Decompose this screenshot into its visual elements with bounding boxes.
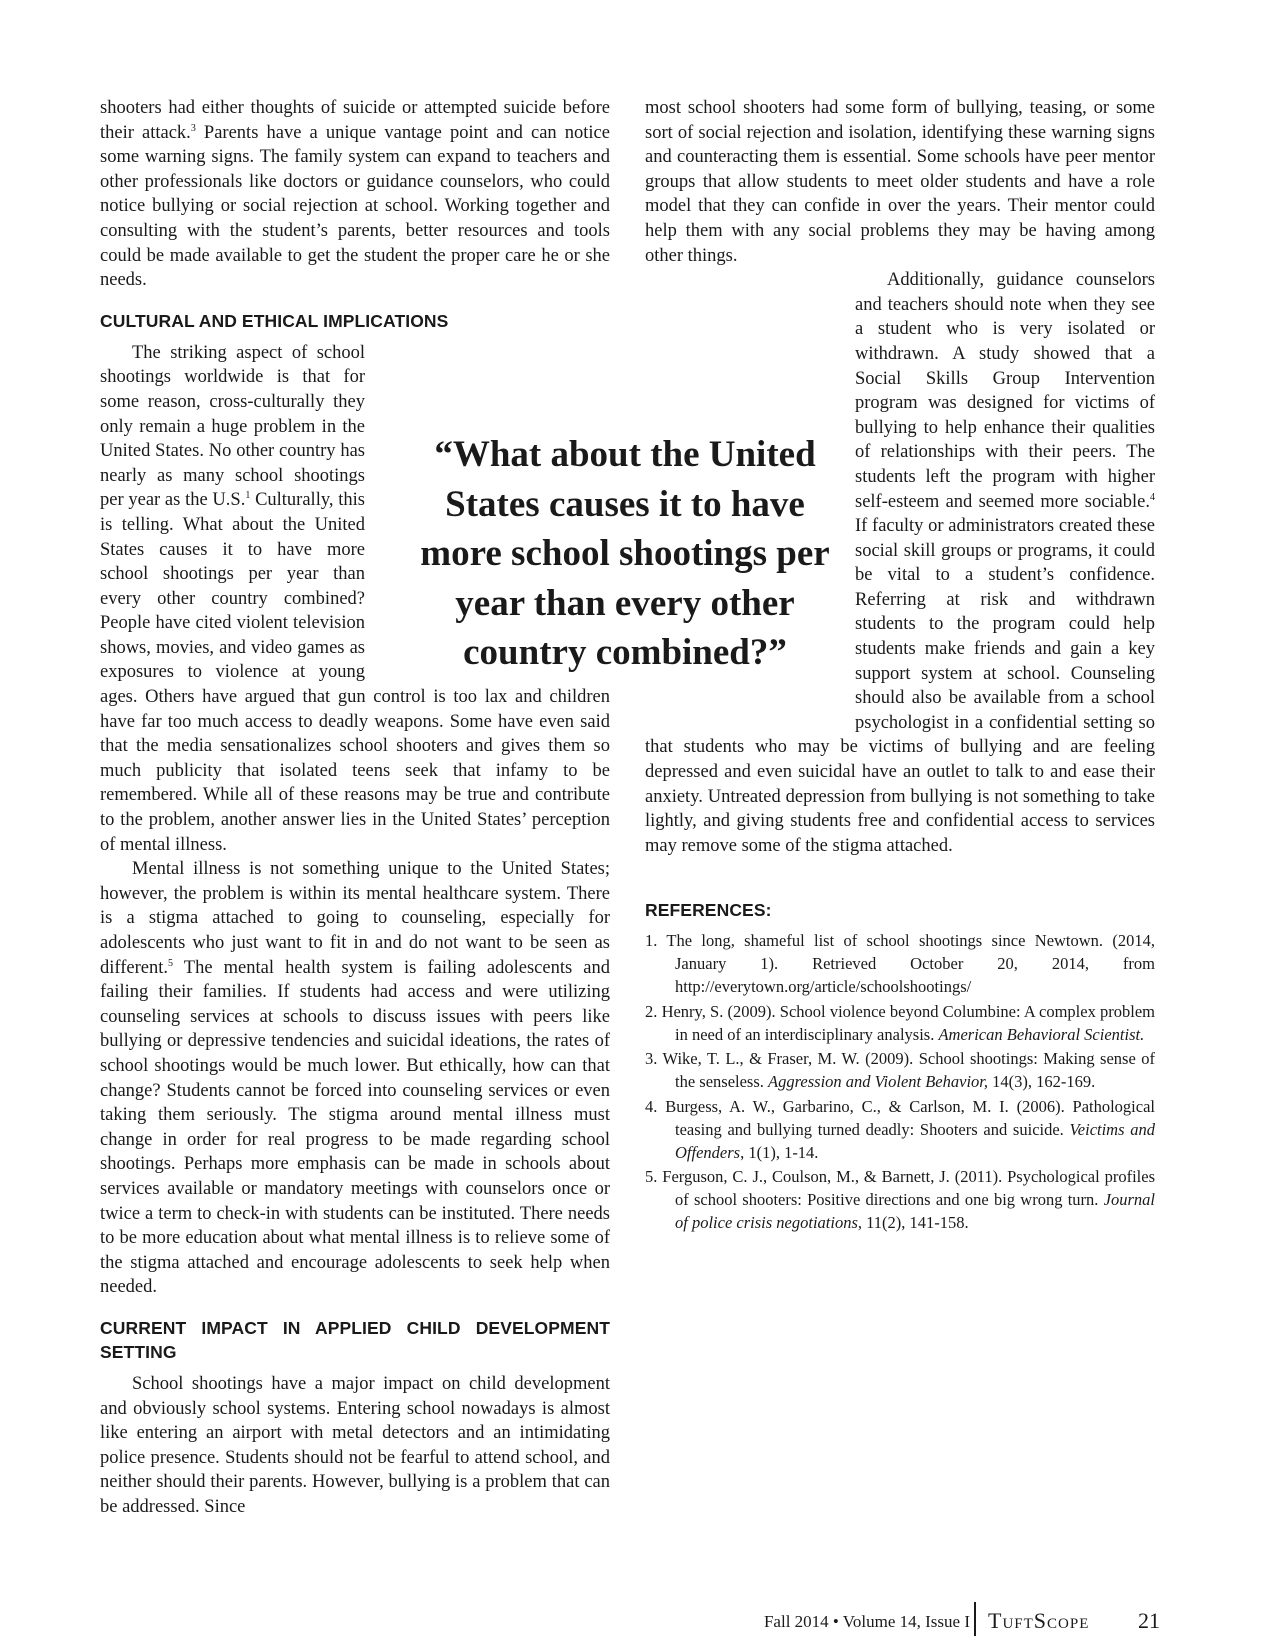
paragraph: The striking aspect of school shootings worldwide is that for some reason, cross-culturally they only remain a huge problem in the United States. No other country has nearly as many school shootings per year as the U.S.$^1$ Culturally, this is telling. What about the United States causes it to have more school shootings per year than every other country combined? People have cited violent television shows, movies, and video games as exposures to violence at young ages. Others have argued that gun control is too lax and children have far too much access to deadly weapons. Some have even said that the media sensationalizes school shooters and gives them so much publicity that isolated teens seek that infamy to be remembered. While all of these reasons may be true and contribute to the problem, another answer lies in the United States’ perception of mental illness. <box>100 342 610 855</box>
reference-number: 1. <box>645 931 667 951</box>
reference-item <box>645 1166 1155 1234</box>
page-number: 21 <box>1138 1608 1160 1633</box>
reference-item <box>645 1096 1155 1164</box>
paragraph: Additionally, guidance counselors and teachers should note when they see a student who is very isolated or withdrawn. A study showed that a Social Skills Group Intervention program was designed for victims of bullying to help enhance their qualities of relationships with their peers. The students left the program with higher self-esteem and seemed more sociable.$^4$ If faculty or administrators created these social skill groups or programs, it could be vital to a student’s confidence. Referring at risk and withdrawn students to the program could help students make friends and gain a key support system at school. Counseling should also be available from a school psychologist in a confidential setting so that students who may be victims of bullying and are feeling depressed and even suicidal have an outlet to talk to and ease their anxiety. Untreated depression from bullying is not something to take lightly, and giving students free and confidential access to services may remove some of the stigma attached. <box>645 270 1155 856</box>
reference-source: Aggression and Violent Behavior, <box>768 1072 989 1092</box>
reference-tail: , 11(2), 141-158. <box>857 1212 969 1232</box>
reference-number: 3. <box>645 1049 663 1069</box>
reference-source: American Behavioral Scientist. <box>938 1024 1145 1044</box>
references-heading: REFERENCES: <box>645 900 772 921</box>
paragraph: Mental illness is not something unique to the United States; however, the problem is within its mental healthcare system. There is a stigma attached to going to counseling, especially for adolescents who just want to fit in and do not want to be seen as different.$^5$ The mental health system is failing adolescents and failing their families. If students had access and were utilizing counseling services at schools to discuss issues with peers like bullying or depressive tendencies and suicidal ideations, the rates of school shootings would be much lower. But ethically, how can that change? Students cannot be forced into counseling services or even taking them seriously. The stigma around mental illness must change in order for real progress to be made regarding school shootings. Perhaps more emphasis can be made in schools about services available or mandatory meetings with counselors once or twice a term to check-in with students can be instituted. There needs to be more education about what mental illness is to relieve some of the stigma attached and encourage adolescents to seek help when needed. <box>100 859 610 1298</box>
reference-source: Journal of police crisis negotiations <box>675 1190 1155 1232</box>
reference-item <box>645 1048 1155 1094</box>
paragraph: shooters had either thoughts of suicide or attempted suicide before their attack.$^3$ Parents have a unique vantage point and can notice some warning signs. The family system can expand to teachers and other professionals like doctors or guidance counselors, who could notice bullying or social rejection at school. Working together and consulting with the student’s parents, better resources and tools could be made available to get the student the proper care he or she needs. <box>100 98 610 291</box>
reference-number: 2. <box>645 1001 662 1021</box>
left-column <box>100 96 610 1519</box>
reference-text: Wike, T. L., & Fraser, M. W. (2009). School shootings: Making sense of the senseless. <box>662 1049 1155 1092</box>
references-list <box>645 930 1155 1234</box>
journal-name: TuftScope <box>988 1608 1090 1633</box>
paragraph: most school shooters had some form of bullying, teasing, or some sort of social rejection and isolation, identifying these warning signs and counteracting them is essential. Some schools have peer mentor groups that allow students to meet older students and have a role model that they can confide in over the years. Their mentor could help them with any social problems they may be having among other things. <box>645 98 1155 266</box>
reference-item <box>645 1001 1155 1047</box>
reference-text: Ferguson, C. J., Coulson, M., & Barnett, J. (2011). Psychological profiles of school shooters: Positive directions and one big wrong turn. <box>662 1167 1155 1210</box>
reference-text: Henry, S. (2009). School violence beyond Columbine: A complex problem in need of an interdisciplinary analysis. <box>661 1001 1156 1044</box>
section-heading: CULTURAL AND ETHICAL IMPLICATIONS <box>100 310 449 331</box>
pull-quote: “What about the United States causes it to have more school shootings per year than every other country combined?” <box>420 434 830 673</box>
reference-text: The long, shameful list of school shootings since Newtown. (2014, January 1). Retrieved October 20, 2014, from http://everytown.org/article/schoolshootings/ <box>666 931 1155 996</box>
reference-tail: , 1(1), 1-14. <box>740 1142 819 1162</box>
reference-tail: 14(3), 162-169. <box>988 1072 1096 1092</box>
paragraph: School shootings have a major impact on child development and obviously school systems. Entering school nowadays is almost like entering an airport with metal detectors and an intimidating police presence. Students should not be fearful to attend school, and neither should their parents. However, bullying is a problem that can be addressed. Since <box>100 1373 610 1517</box>
reference-item <box>645 930 1155 998</box>
reference-source: Veictims and Offenders <box>675 1119 1155 1162</box>
reference-text: Burgess, A. W., Garbarino, C., & Carlson, M. I. (2006). Pathological teasing and bullying turned deadly: Shooters and suicide. <box>665 1096 1156 1139</box>
reference-number: 5. <box>645 1167 663 1187</box>
reference-number: 4. <box>645 1096 666 1116</box>
section-heading: CURRENT IMPACT IN APPLIED CHILD DEVELOPMENT SETTING <box>100 1317 610 1362</box>
issue-info: Fall 2014 • Volume 14, Issue I <box>763 1612 970 1631</box>
divider <box>974 1602 976 1636</box>
page-footer <box>740 1608 1160 1638</box>
